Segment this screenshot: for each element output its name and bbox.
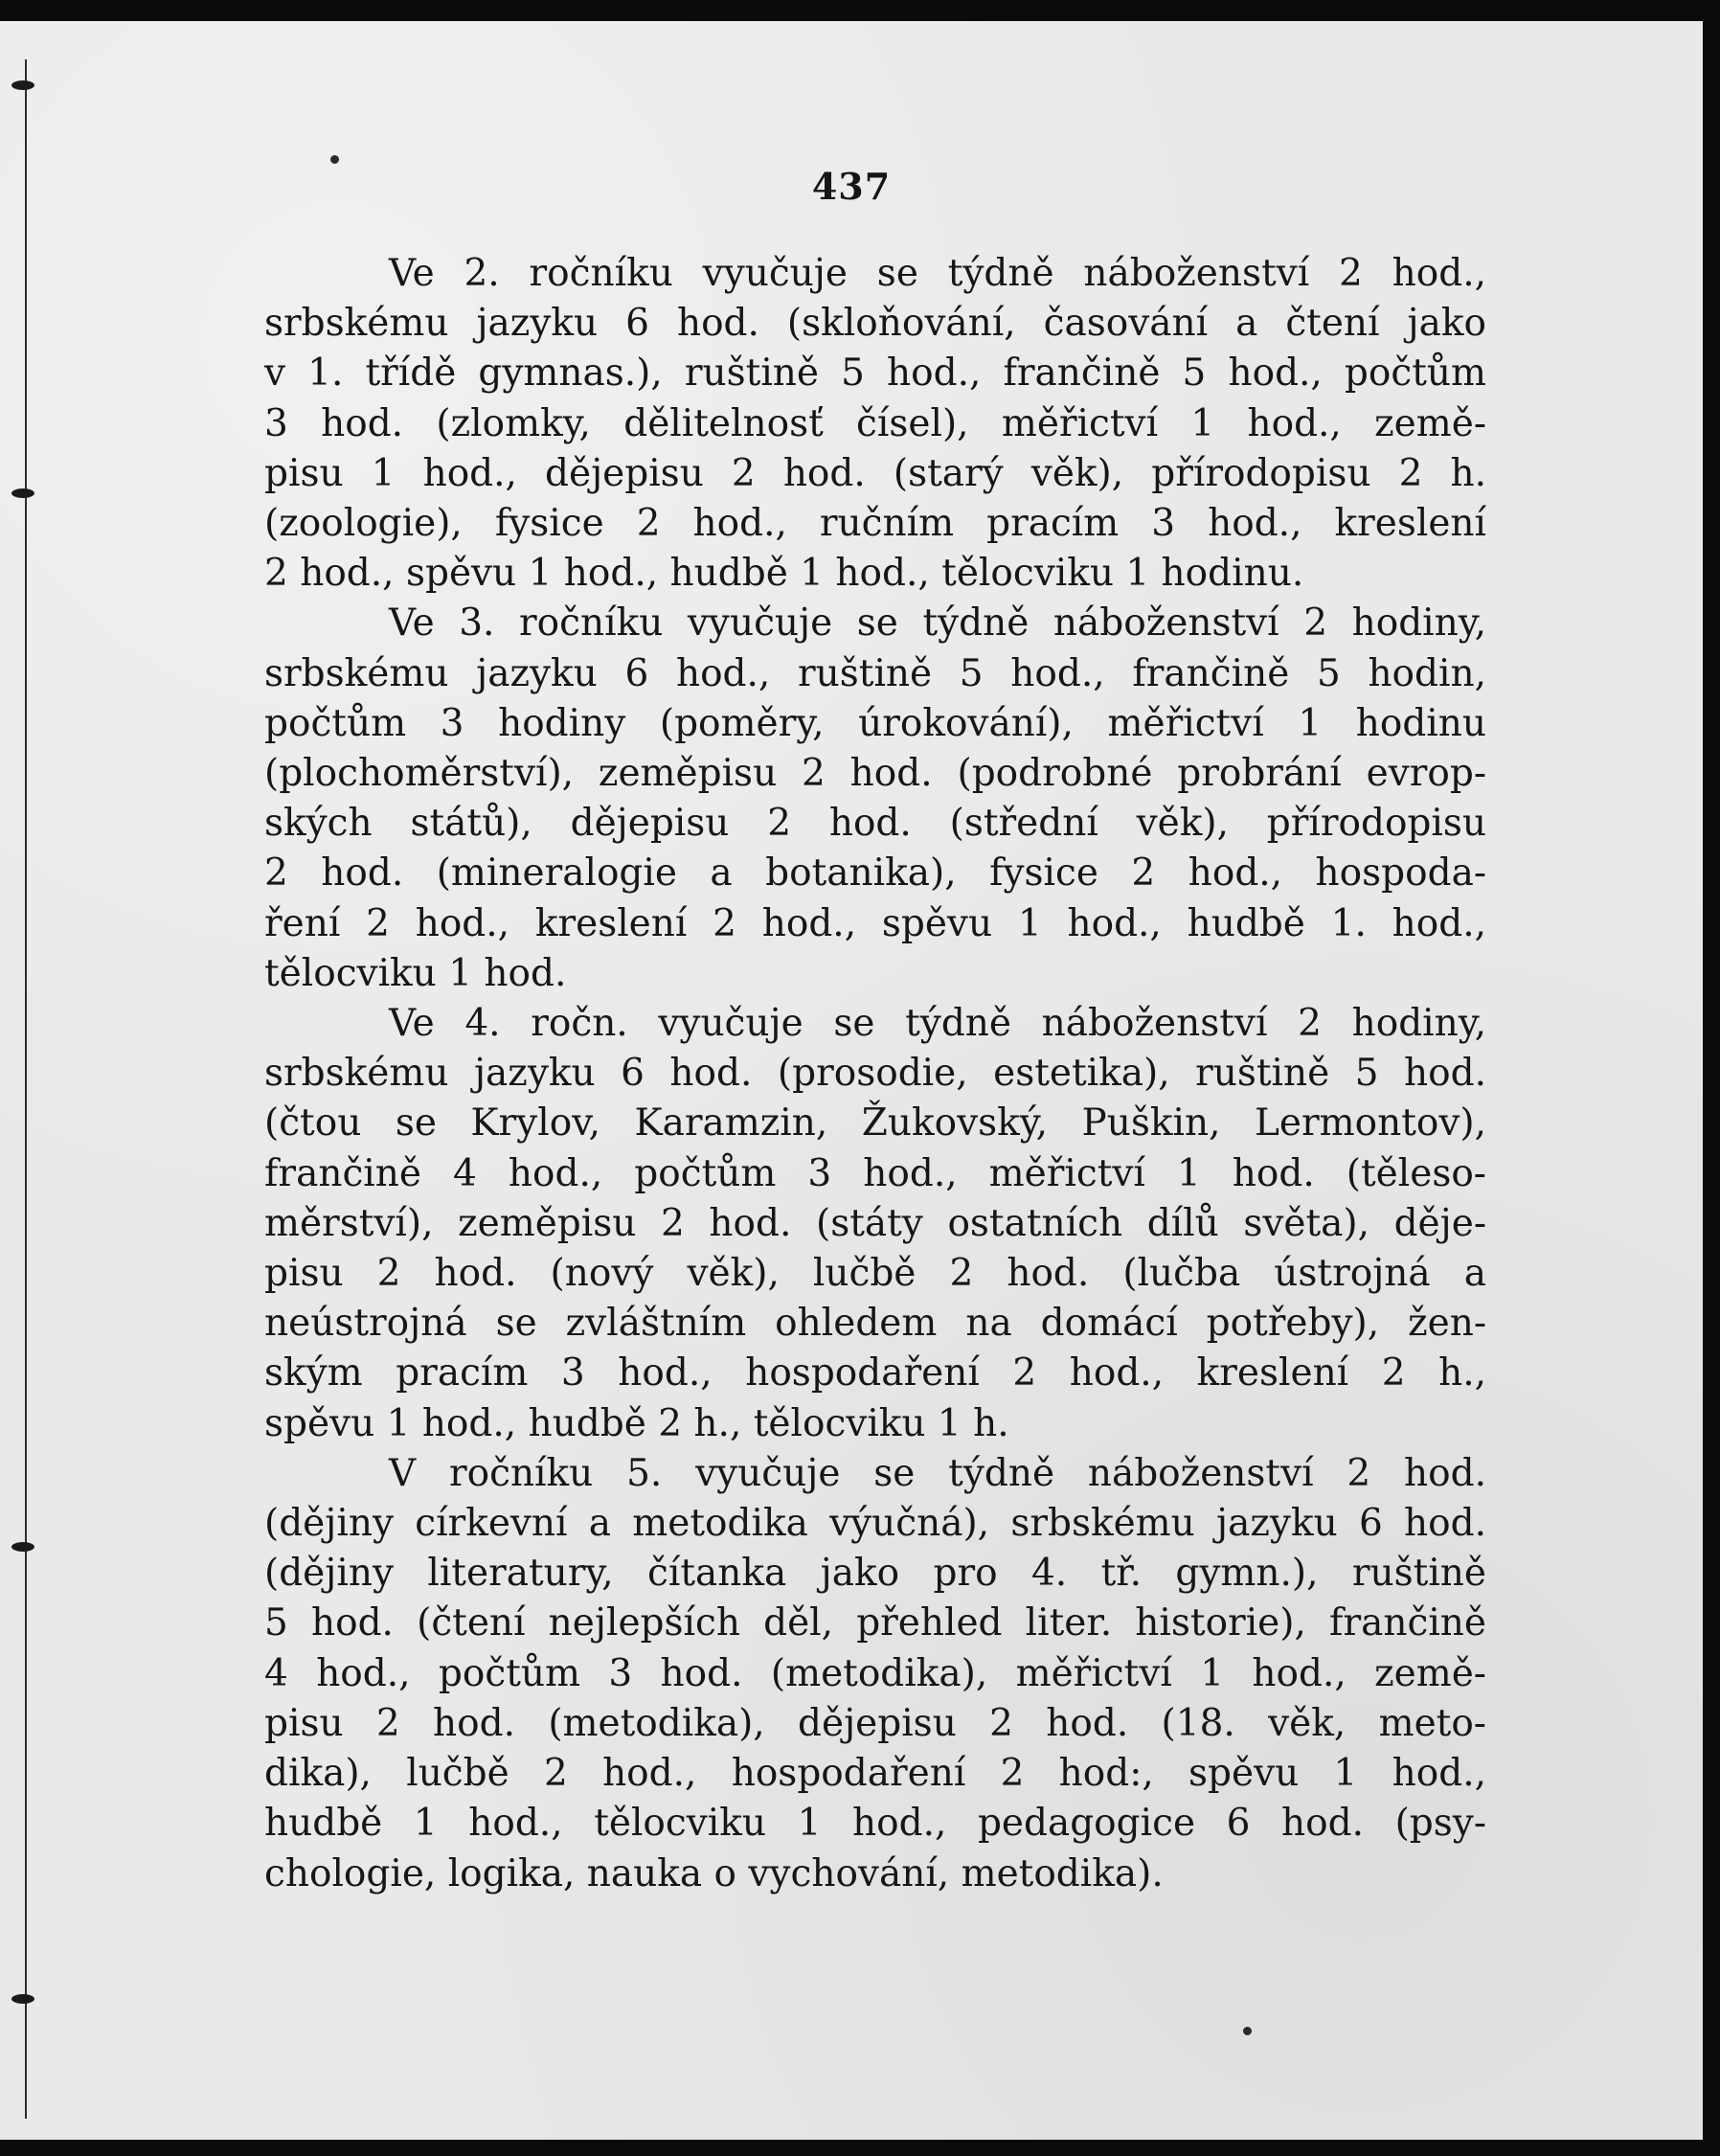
- text-line: (čtou se Krylov, Karamzin, Žukovský, Puškin, Lermontov),: [264, 1101, 1486, 1146]
- text-line: srbskému jazyku 6 hod., ruštině 5 hod., frančině 5 hodin,: [264, 651, 1486, 695]
- text-line: 2 hod. (mineralogie a botanika), fysice 2 hod., hospoda-: [264, 851, 1486, 896]
- text-line: chologie, logika, nauka o vychování, metodika).: [264, 1851, 1164, 1895]
- paragraph: [264, 599, 1486, 999]
- text-line: ření 2 hod., kreslení 2 hod., spěvu 1 hod., hudbě 1. hod.,: [264, 901, 1486, 945]
- text-line: hudbě 1 hod., tělocviku 1 hod., pedagogice 6 hod. (psy-: [264, 1802, 1486, 1846]
- text-line: 5 hod. (čtení nejlepších děl, přehled liter. historie), frančině: [264, 1601, 1486, 1645]
- text-line: tělocviku 1 hod.: [264, 951, 567, 995]
- text-line: ským pracím 3 hod., hospodaření 2 hod., kreslení 2 h.,: [264, 1351, 1486, 1396]
- binding-edge: [25, 59, 27, 2119]
- text-line: pisu 2 hod. (metodika), dějepisu 2 hod. (18. věk, meto-: [264, 1701, 1486, 1745]
- binding-mark: [11, 1542, 34, 1552]
- page-body-text: [264, 249, 1486, 1899]
- paragraph: [264, 249, 1486, 599]
- text-line: v 1. třídě gymnas.), ruštině 5 hod., frančině 5 hod., počtům: [264, 352, 1486, 396]
- text-line: Ve 3. ročníku vyučuje se týdně náboženství 2 hodiny,: [389, 601, 1486, 646]
- binding-mark: [11, 1994, 34, 2004]
- text-line: srbskému jazyku 6 hod. (skloňování, časování a čtení jako: [264, 302, 1486, 346]
- text-line: V ročníku 5. vyučuje se týdně náboženství 2 hod.: [389, 1451, 1486, 1495]
- paragraph: [264, 1449, 1486, 1899]
- text-line: srbskému jazyku 6 hod. (prosodie, estetika), ruštině 5 hod.: [264, 1052, 1486, 1096]
- page-number: 437: [811, 165, 892, 208]
- text-line: ských států), dějepisu 2 hod. (střední věk), přírodopisu: [264, 802, 1486, 846]
- text-line: spěvu 1 hod., hudbě 2 h., tělocviku 1 h.: [264, 1401, 1009, 1445]
- text-line: pisu 2 hod. (nový věk), lučbě 2 hod. (lučba ústrojná a: [264, 1252, 1486, 1296]
- text-line: měrství), zeměpisu 2 hod. (státy ostatních dílů světa), děje-: [264, 1201, 1486, 1245]
- text-line: 2 hod., spěvu 1 hod., hudbě 1 hod., tělocviku 1 hodinu.: [264, 552, 1304, 596]
- print-speck: [330, 155, 339, 164]
- text-line: pisu 1 hod., dějepisu 2 hod. (starý věk), přírodopisu 2 h.: [264, 451, 1486, 495]
- text-line: 4 hod., počtům 3 hod. (metodika), měřictví 1 hod., země-: [264, 1651, 1486, 1695]
- text-line: (zoologie), fysice 2 hod., ručním pracím 3 hod., kreslení: [264, 502, 1486, 546]
- text-line: Ve 4. ročn. vyučuje se týdně náboženství 2 hodiny,: [389, 1002, 1486, 1046]
- binding-mark: [11, 488, 34, 498]
- book-page: [0, 21, 1703, 2140]
- binding-mark: [11, 80, 34, 90]
- paragraph: [264, 999, 1486, 1449]
- text-line: frančině 4 hod., počtům 3 hod., měřictví 1 hod. (těleso-: [264, 1151, 1486, 1195]
- text-line: (dějiny církevní a metodika výučná), srbskému jazyku 6 hod.: [264, 1502, 1486, 1546]
- text-line: počtům 3 hodiny (poměry, úrokování), měřictví 1 hodinu: [264, 701, 1486, 745]
- text-line: 3 hod. (zlomky, dělitelnosť čísel), měřictví 1 hod., země-: [264, 401, 1486, 445]
- text-line: (plochoměrství), zeměpisu 2 hod. (podrobné probrání evrop-: [264, 752, 1486, 796]
- print-speck: [1243, 2027, 1252, 2035]
- text-line: dika), lučbě 2 hod., hospodaření 2 hod:, spěvu 1 hod.,: [264, 1752, 1486, 1796]
- text-line: (dějiny literatury, čítanka jako pro 4. tř. gymn.), ruštině: [264, 1552, 1486, 1596]
- text-line: Ve 2. ročníku vyučuje se týdně náboženství 2 hod.,: [389, 252, 1486, 295]
- text-line: neústrojná se zvláštním ohledem na domácí potřeby), žen-: [264, 1302, 1486, 1346]
